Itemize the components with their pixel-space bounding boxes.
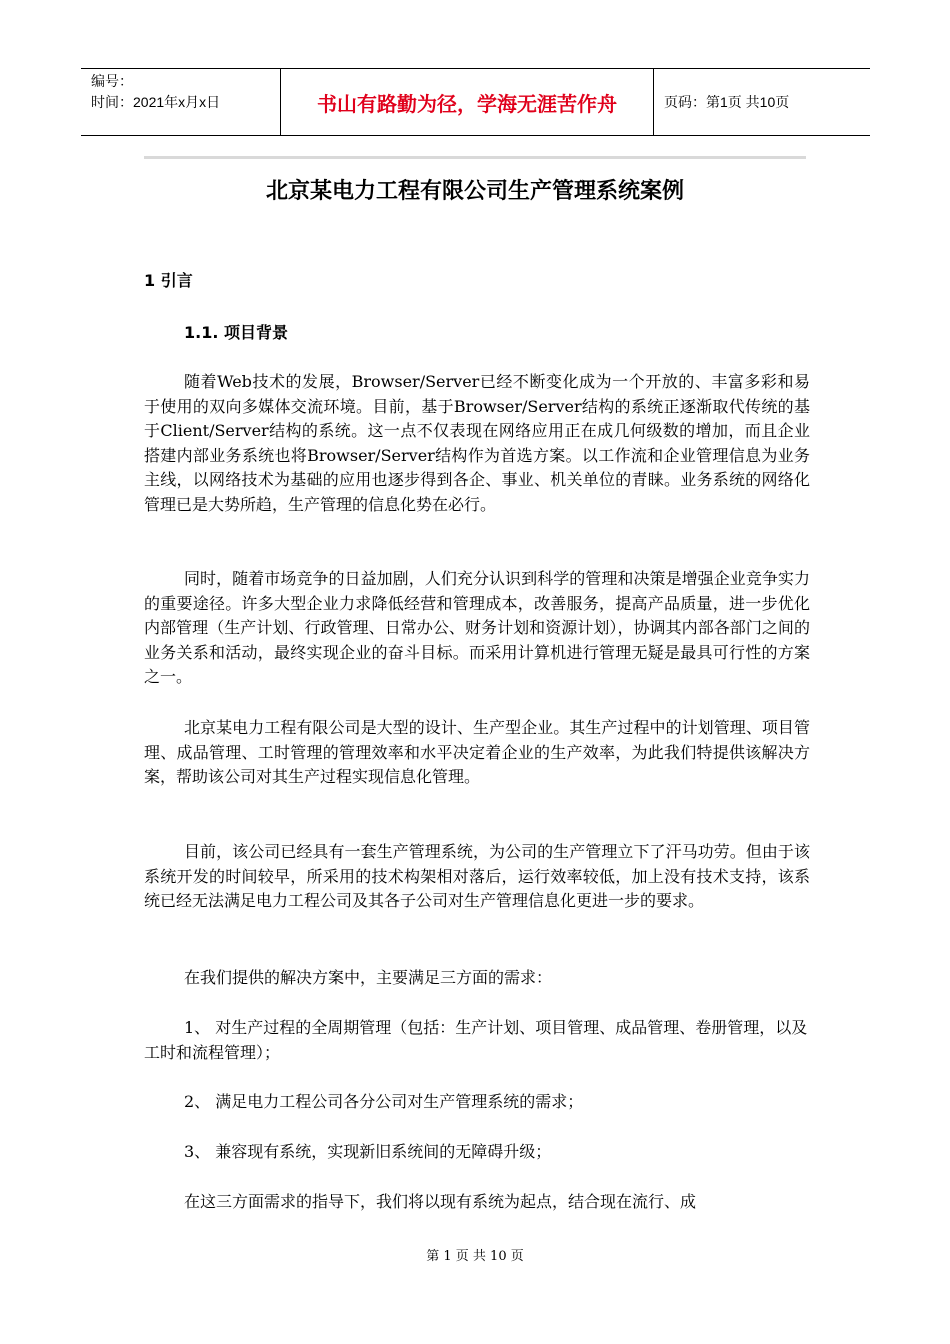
requirement-item-3: 3、 兼容现有系统，实现新旧系统间的无障碍升级； (184, 1142, 552, 1161)
section-heading-1: 1 引言 (144, 271, 193, 290)
paragraph-3: 北京某电力工程有限公司是大型的设计、生产型企业。其生产过程中的计划管理、项目管理、成品管理、工时管理的管理效率和水平决定着企业的生产效率，为此我们特提供该解决方案，帮助该公司对其生产过程实现信息化管理。 (144, 718, 810, 786)
page-footer: 第 1 页 共 10 页 (426, 1249, 524, 1264)
header-motto-cell (281, 69, 654, 135)
title-divider (144, 156, 806, 159)
requirement-item-2: 2、 满足电力工程公司各分公司对生产管理系统的需求； (184, 1092, 584, 1111)
number-label: 编号： (91, 73, 133, 89)
document-title: 北京某电力工程有限公司生产管理系统案例 (265, 179, 684, 204)
motto: 书山有路勤为径，学海无涯苦作舟 (317, 91, 617, 116)
paragraph-6: 在这三方面需求的指导下，我们将以现有系统为起点，结合现在流行、成 (184, 1192, 697, 1211)
header-meta-cell (81, 69, 281, 135)
header-page-cell (654, 69, 870, 135)
paragraph-5: 在我们提供的解决方案中，主要满足三方面的需求： (184, 968, 553, 987)
section-heading-1-1: 1.1. 项目背景 (184, 323, 288, 342)
requirement-item-1: 1、 对生产过程的全周期管理（包括：生产计划、项目管理、成品管理、卷册管理，以及工时和流程管理）； (144, 1018, 808, 1062)
page-info: 页码：第1页 共10页 (664, 94, 790, 110)
paragraph-2: 同时，随着市场竞争的日益加剧，人们充分认识到科学的管理和决策是增强企业竞争实力的重要途径。许多大型企业力求降低经营和管理成本，改善服务，提高产品质量，进一步优化内部管理（生产计划、行政管理、日常办公、财务计划和资源计划），协调其内部各部门之间的业务关系和活动，最终实现企业的奋斗目标。而采用计算机进行管理无疑是最具可行性的方案之一。 (144, 569, 810, 686)
paragraph-4: 目前，该公司已经具有一套生产管理系统，为公司的生产管理立下了汗马功劳。但由于该系统开发的时间较早，所采用的技术构架相对落后，运行效率较低，加上没有技术支持，该系统已经无法满足电力工程公司及其各子公司对生产管理信息化更进一步的要求。 (144, 842, 810, 910)
paragraph-1: 随着Web技术的发展，Browser/Server已经不断变化成为一个开放的、丰富多彩和易于使用的双向多媒体交流环境。目前，基于Browser/Server结构的系统正逐渐取代传统的基于Client/Server结构的系统。这一点不仅表现在网络应用正在成几何级数的增加，而且企业搭建内部业务系统也将Browser/Server结构作为首选方案。以工作流和企业管理信息为业务主线，以网络技术为基础的应用也逐步得到各企、事业、机关单位的青睐。业务系统的网络化管理已是大势所趋，生产管理的信息化势在必行。 (144, 372, 810, 514)
header-table (81, 68, 870, 136)
time-label: 时间：2021年x月x日 (91, 94, 221, 110)
